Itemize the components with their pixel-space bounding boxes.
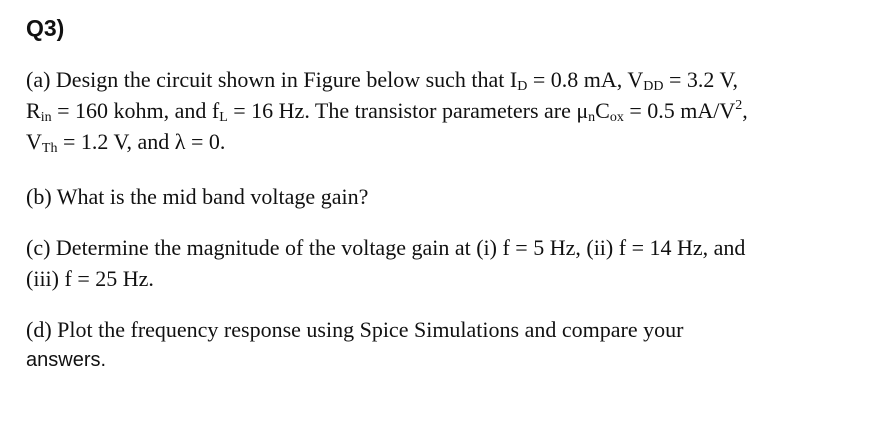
subscript-dd: DD bbox=[643, 79, 664, 94]
part-c-line-2: (iii) f = 25 Hz. bbox=[26, 266, 154, 291]
part-a-text: = 16 Hz. The transistor parameters are μ bbox=[227, 98, 589, 123]
part-d-line-2: answers. bbox=[26, 349, 107, 371]
part-a-paragraph bbox=[26, 64, 748, 157]
part-d-line-1: (d) Plot the frequency response using Spice Simulations and compare your bbox=[26, 317, 684, 342]
subscript-d: D bbox=[517, 79, 528, 94]
part-a-line-1 bbox=[26, 64, 748, 95]
part-a-text: = 1.2 V, and λ = 0. bbox=[57, 129, 226, 154]
superscript-2: 2 bbox=[735, 98, 743, 113]
part-a-text: = 3.2 V, bbox=[663, 67, 739, 92]
part-a-line-3 bbox=[26, 126, 748, 157]
question-number: Q3) bbox=[26, 15, 65, 41]
part-a-text: = 0.5 mA/V bbox=[623, 98, 736, 123]
subscript-th: Th bbox=[41, 141, 58, 156]
part-d-paragraph bbox=[26, 314, 683, 376]
part-b-paragraph bbox=[26, 181, 368, 212]
part-c-paragraph bbox=[26, 232, 745, 294]
part-a-text: , bbox=[742, 98, 748, 123]
part-a-line-2 bbox=[26, 95, 748, 126]
part-a-text: (a) Design the circuit shown in Figure below such that I bbox=[26, 67, 518, 92]
subscript-ox: ox bbox=[609, 110, 624, 125]
subscript-in: in bbox=[40, 110, 52, 125]
part-b-line-1: (b) What is the mid band voltage gain? bbox=[26, 184, 369, 209]
part-a-text: = 160 kohm, and f bbox=[51, 98, 220, 123]
subscript-n: n bbox=[588, 110, 596, 125]
part-a-text: R bbox=[26, 98, 41, 123]
part-a-text: = 0.8 mA, V bbox=[527, 67, 644, 92]
part-a-text: V bbox=[26, 129, 42, 154]
part-c-line-1: (c) Determine the magnitude of the voltage gain at (i) f = 5 Hz, (ii) f = 14 Hz, and bbox=[26, 235, 746, 260]
part-a-text: C bbox=[595, 98, 610, 123]
subscript-l: L bbox=[219, 110, 228, 125]
